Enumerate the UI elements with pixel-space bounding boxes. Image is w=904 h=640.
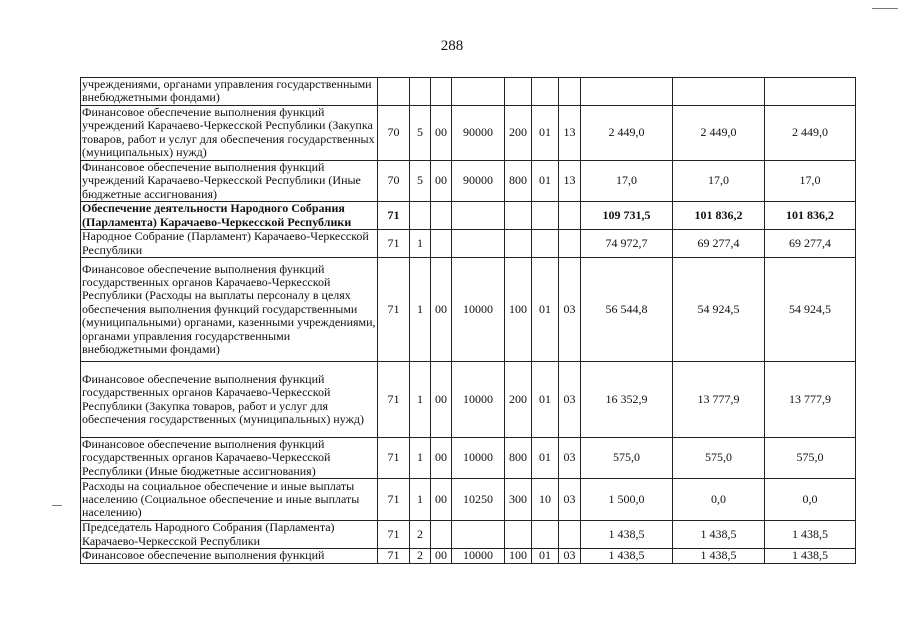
code-expense-type bbox=[505, 230, 532, 258]
amount-year-1: 74 972,7 bbox=[581, 230, 673, 258]
code-subprogram: 2 bbox=[410, 521, 431, 549]
amount-year-1: 1 500,0 bbox=[581, 479, 673, 521]
amount-year-3: 17,0 bbox=[765, 160, 856, 201]
amount-year-3: 69 277,4 bbox=[765, 230, 856, 258]
table-row bbox=[81, 521, 856, 549]
code-section bbox=[532, 230, 559, 258]
table-row bbox=[81, 202, 856, 230]
table-row bbox=[81, 549, 856, 563]
code-direction bbox=[431, 78, 452, 106]
code-program: 71 bbox=[378, 230, 410, 258]
code-subprogram: 2 bbox=[410, 549, 431, 563]
code-section bbox=[532, 202, 559, 230]
code-subprogram: 1 bbox=[410, 362, 431, 438]
amount-year-3: 101 836,2 bbox=[765, 202, 856, 230]
code-subsection: 03 bbox=[559, 258, 581, 362]
code-expense-type: 100 bbox=[505, 258, 532, 362]
code-target: 90000 bbox=[452, 105, 505, 160]
code-subprogram: 1 bbox=[410, 479, 431, 521]
code-program: 71 bbox=[378, 521, 410, 549]
amount-year-2: 13 777,9 bbox=[673, 362, 765, 438]
amount-year-2: 17,0 bbox=[673, 160, 765, 201]
code-section bbox=[532, 78, 559, 106]
row-description: Финансовое обеспечение выполнения функций государственных органов Карачаево-Черкесской Республики (Иные бюджетные ассигнования) bbox=[81, 438, 378, 479]
amount-year-3: 1 438,5 bbox=[765, 549, 856, 563]
code-subprogram bbox=[410, 202, 431, 230]
code-subsection bbox=[559, 230, 581, 258]
code-direction: 00 bbox=[431, 105, 452, 160]
row-description: Расходы на социальное обеспечение и иные выплаты населению (Социальное обеспечение и иные выплаты населению) bbox=[81, 479, 378, 521]
code-program: 71 bbox=[378, 202, 410, 230]
code-subprogram: 1 bbox=[410, 230, 431, 258]
code-subprogram: 1 bbox=[410, 438, 431, 479]
amount-year-2: 54 924,5 bbox=[673, 258, 765, 362]
code-program: 71 bbox=[378, 362, 410, 438]
code-target bbox=[452, 202, 505, 230]
amount-year-1: 17,0 bbox=[581, 160, 673, 201]
code-direction: 00 bbox=[431, 160, 452, 201]
amount-year-2: 1 438,5 bbox=[673, 549, 765, 563]
code-target: 90000 bbox=[452, 160, 505, 201]
code-subprogram: 5 bbox=[410, 105, 431, 160]
code-subsection bbox=[559, 78, 581, 106]
code-expense-type bbox=[505, 202, 532, 230]
code-expense-type: 800 bbox=[505, 160, 532, 201]
table-row bbox=[81, 438, 856, 479]
code-target bbox=[452, 78, 505, 106]
table-row bbox=[81, 479, 856, 521]
amount-year-1: 56 544,8 bbox=[581, 258, 673, 362]
code-target: 10000 bbox=[452, 362, 505, 438]
row-description: учреждениями, органами управления государственными внебюджетными фондами) bbox=[81, 78, 378, 106]
budget-table bbox=[80, 77, 856, 564]
code-subsection: 03 bbox=[559, 549, 581, 563]
table-row bbox=[81, 362, 856, 438]
code-expense-type: 200 bbox=[505, 362, 532, 438]
code-section: 01 bbox=[532, 258, 559, 362]
amount-year-1 bbox=[581, 78, 673, 106]
amount-year-1: 16 352,9 bbox=[581, 362, 673, 438]
scan-mark bbox=[872, 8, 898, 9]
amount-year-3: 2 449,0 bbox=[765, 105, 856, 160]
amount-year-3: 575,0 bbox=[765, 438, 856, 479]
code-target bbox=[452, 230, 505, 258]
page-number: 288 bbox=[440, 38, 464, 54]
amount-year-2: 0,0 bbox=[673, 479, 765, 521]
code-subprogram: 5 bbox=[410, 160, 431, 201]
code-subprogram bbox=[410, 78, 431, 106]
code-program: 71 bbox=[378, 479, 410, 521]
code-subsection bbox=[559, 521, 581, 549]
code-program: 71 bbox=[378, 549, 410, 563]
code-expense-type: 100 bbox=[505, 549, 532, 563]
code-target: 10000 bbox=[452, 438, 505, 479]
amount-year-2: 101 836,2 bbox=[673, 202, 765, 230]
code-subsection bbox=[559, 202, 581, 230]
amount-year-3 bbox=[765, 78, 856, 106]
code-target: 10000 bbox=[452, 258, 505, 362]
amount-year-1: 2 449,0 bbox=[581, 105, 673, 160]
code-section: 01 bbox=[532, 438, 559, 479]
row-description: Финансовое обеспечение выполнения функций учреждений Карачаево-Черкесской Республики (Закупка товаров, работ и услуг для обеспечения государственных (муниципальных) нужд) bbox=[81, 105, 378, 160]
row-description: Финансовое обеспечение выполнения функций государственных органов Карачаево-Черкесской Республики (Расходы на выплаты персоналу в целях обеспечения выполнения функций государственными (муниципальными) органами, казенными учреждениями, органами управления государственными внебюджетными фондами) bbox=[81, 258, 378, 362]
amount-year-2 bbox=[673, 78, 765, 106]
amount-year-1: 1 438,5 bbox=[581, 521, 673, 549]
code-target bbox=[452, 521, 505, 549]
code-subsection: 03 bbox=[559, 479, 581, 521]
code-direction: 00 bbox=[431, 438, 452, 479]
row-description: Председатель Народного Собрания (Парламента) Карачаево-Черкесской Республики bbox=[81, 521, 378, 549]
code-section: 01 bbox=[532, 362, 559, 438]
amount-year-2: 69 277,4 bbox=[673, 230, 765, 258]
code-section bbox=[532, 521, 559, 549]
code-expense-type: 300 bbox=[505, 479, 532, 521]
code-expense-type: 800 bbox=[505, 438, 532, 479]
table-row bbox=[81, 230, 856, 258]
code-subsection: 13 bbox=[559, 105, 581, 160]
code-direction bbox=[431, 202, 452, 230]
code-direction: 00 bbox=[431, 549, 452, 563]
code-direction: 00 bbox=[431, 362, 452, 438]
amount-year-1: 1 438,5 bbox=[581, 549, 673, 563]
row-description: Финансовое обеспечение выполнения функций учреждений Карачаево-Черкесской Республики (Иные бюджетные ассигнования) bbox=[81, 160, 378, 201]
amount-year-1: 109 731,5 bbox=[581, 202, 673, 230]
code-subsection: 03 bbox=[559, 362, 581, 438]
code-target: 10250 bbox=[452, 479, 505, 521]
amount-year-3: 54 924,5 bbox=[765, 258, 856, 362]
table-row bbox=[81, 78, 856, 106]
code-subsection: 03 bbox=[559, 438, 581, 479]
code-section: 01 bbox=[532, 105, 559, 160]
amount-year-1: 575,0 bbox=[581, 438, 673, 479]
code-expense-type bbox=[505, 78, 532, 106]
amount-year-3: 1 438,5 bbox=[765, 521, 856, 549]
code-expense-type bbox=[505, 521, 532, 549]
code-section: 01 bbox=[532, 549, 559, 563]
code-section: 01 bbox=[532, 160, 559, 201]
code-direction bbox=[431, 521, 452, 549]
row-description: Обеспечение деятельности Народного Собрания (Парламента) Карачаево-Черкесской Республики bbox=[81, 202, 378, 230]
scan-mark bbox=[52, 505, 62, 506]
code-section: 10 bbox=[532, 479, 559, 521]
code-subprogram: 1 bbox=[410, 258, 431, 362]
code-program: 71 bbox=[378, 258, 410, 362]
amount-year-2: 1 438,5 bbox=[673, 521, 765, 549]
code-program: 70 bbox=[378, 160, 410, 201]
code-direction: 00 bbox=[431, 479, 452, 521]
row-description: Финансовое обеспечение выполнения функций bbox=[81, 549, 378, 563]
code-program: 70 bbox=[378, 105, 410, 160]
amount-year-2: 2 449,0 bbox=[673, 105, 765, 160]
table-row bbox=[81, 105, 856, 160]
code-target: 10000 bbox=[452, 549, 505, 563]
table-row bbox=[81, 160, 856, 201]
code-direction: 00 bbox=[431, 258, 452, 362]
code-direction bbox=[431, 230, 452, 258]
code-program bbox=[378, 78, 410, 106]
amount-year-2: 575,0 bbox=[673, 438, 765, 479]
amount-year-3: 13 777,9 bbox=[765, 362, 856, 438]
amount-year-3: 0,0 bbox=[765, 479, 856, 521]
row-description: Народное Собрание (Парламент) Карачаево-Черкесской Республики bbox=[81, 230, 378, 258]
table-row bbox=[81, 258, 856, 362]
row-description: Финансовое обеспечение выполнения функций государственных органов Карачаево-Черкесской Республики (Закупка товаров, работ и услуг для обеспечения государственных (муниципальных) нужд) bbox=[81, 362, 378, 438]
code-subsection: 13 bbox=[559, 160, 581, 201]
code-program: 71 bbox=[378, 438, 410, 479]
code-expense-type: 200 bbox=[505, 105, 532, 160]
